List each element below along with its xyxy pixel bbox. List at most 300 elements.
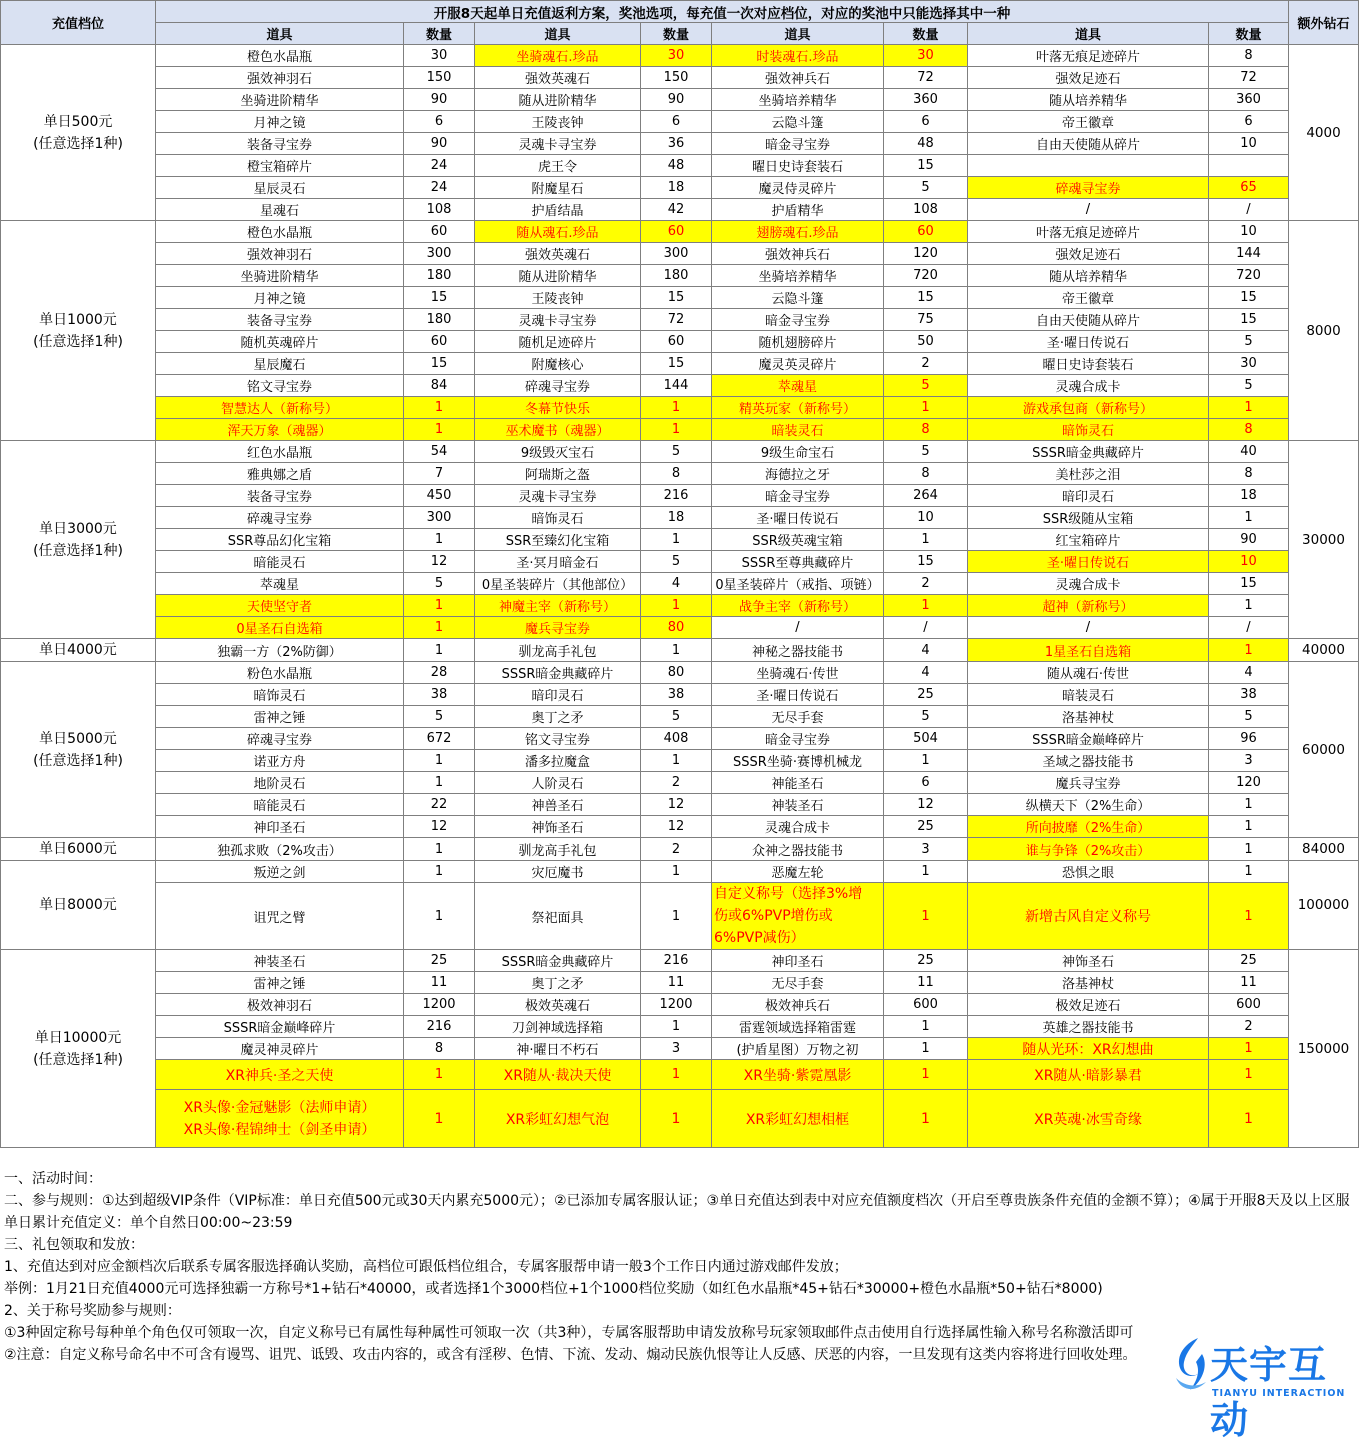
item-name: 美杜莎之泪: [968, 463, 1209, 485]
item-name: 众神之器技能书: [712, 838, 884, 861]
note-line: ②注意：自定义称号命名中不可含有谩骂、诅咒、诋毁、攻击内容的，或含有淫秽、色情、下流、发动、煽动民族仇恨等让人反感、厌恶的内容，一旦发现有这类内容将进行回收处理。: [4, 1347, 1137, 1363]
item-name: 灵魂合成卡: [968, 573, 1209, 595]
item-name: XR英魂·冰雪奇缘: [968, 1090, 1209, 1148]
extra-diamonds: 4000: [1289, 45, 1359, 221]
item-name: 时装魂石.珍品: [712, 45, 884, 67]
item-name: 暗金寻宝券: [712, 309, 884, 331]
item-name: 碎魂寻宝券: [968, 177, 1209, 199]
item-name: SSR至臻幻化宝箱: [475, 529, 641, 551]
item-name: 刀剑神域选择箱: [475, 1016, 641, 1038]
item-quantity: 720: [884, 265, 968, 287]
item-quantity: 4: [884, 662, 968, 684]
item-name: 极效神羽石: [156, 994, 404, 1016]
item-name: 1星圣石自选箱: [968, 639, 1209, 662]
item-name: 极效神兵石: [712, 994, 884, 1016]
note-line: 2、关于称号奖励参与规则：: [4, 1303, 181, 1319]
item-name: 暗饰灵石: [156, 684, 404, 706]
tier-label: 单日8000元: [1, 861, 156, 950]
item-name: 暗印灵石: [968, 485, 1209, 507]
item-name: 暗饰灵石: [475, 507, 641, 529]
item-quantity: 65: [1209, 177, 1289, 199]
item-quantity: 3: [641, 1038, 712, 1060]
item-quantity: /: [1209, 199, 1289, 221]
item-quantity: 15: [1209, 309, 1289, 331]
item-name: 坐骑进阶精华: [156, 265, 404, 287]
item-quantity: 10: [1209, 221, 1289, 243]
item-name: 装备寻宝券: [156, 309, 404, 331]
item-quantity: 18: [641, 507, 712, 529]
item-name: 橙宝箱碎片: [156, 155, 404, 177]
item-name: 自定义称号（选择3%增 伤或6%PVP增伤或 6%PVP减伤）: [712, 883, 884, 950]
item-quantity: 42: [641, 199, 712, 221]
item-quantity: 5: [641, 551, 712, 573]
item-quantity: 11: [404, 972, 475, 994]
tier-label: 单日3000元 (任意选择1种): [1, 441, 156, 639]
note-line: 单日累计充值定义：单个自然日00:00~23:59: [4, 1215, 293, 1231]
header-qty-col: 数量: [641, 23, 712, 45]
item-quantity: 30: [641, 45, 712, 67]
item-name: 雷神之锤: [156, 972, 404, 994]
item-quantity: 1: [404, 617, 475, 639]
item-quantity: 30: [404, 45, 475, 67]
item-name: 巫术魔书（魂器）: [475, 419, 641, 441]
item-name: SSSR暗金巅峰碎片: [156, 1016, 404, 1038]
item-name: 护盾结晶: [475, 199, 641, 221]
item-quantity: 5: [1209, 375, 1289, 397]
item-quantity: 1: [1209, 507, 1289, 529]
item-name: 随从魂石.珍品: [475, 221, 641, 243]
item-name: /: [968, 199, 1209, 221]
item-name: 萃魂星: [712, 375, 884, 397]
item-name: 神秘之器技能书: [712, 639, 884, 662]
item-quantity: 54: [404, 441, 475, 463]
item-name: 神能圣石: [712, 772, 884, 794]
item-quantity: 6: [884, 111, 968, 133]
item-quantity: 120: [884, 243, 968, 265]
item-quantity: 1: [641, 397, 712, 419]
item-quantity: 1: [1209, 397, 1289, 419]
item-name: 神饰圣石: [475, 816, 641, 838]
item-quantity: 2: [884, 353, 968, 375]
item-name: 阿瑞斯之盔: [475, 463, 641, 485]
item-name: 驯龙高手礼包: [475, 639, 641, 662]
item-name: (护盾星图）万物之初: [712, 1038, 884, 1060]
item-quantity: 1: [404, 883, 475, 950]
item-quantity: 5: [1209, 706, 1289, 728]
item-name: 附魔星石: [475, 177, 641, 199]
item-name: 圣·曜日传说石: [712, 684, 884, 706]
extra-diamonds: 84000: [1289, 838, 1359, 861]
item-name: 自由天使随从碎片: [968, 133, 1209, 155]
item-name: 坐骑培养精华: [712, 89, 884, 111]
item-quantity: 72: [1209, 67, 1289, 89]
item-name: 灵魂合成卡: [968, 375, 1209, 397]
note-line: 一、活动时间：: [4, 1171, 102, 1187]
item-name: 星辰魔石: [156, 353, 404, 375]
item-name: 萃魂星: [156, 573, 404, 595]
item-name: 圣·冥月暗金石: [475, 551, 641, 573]
item-name: 橙色水晶瓶: [156, 45, 404, 67]
item-quantity: 1: [1209, 883, 1289, 950]
item-quantity: 22: [404, 794, 475, 816]
item-name: 碎魂寻宝券: [156, 507, 404, 529]
item-quantity: 12: [404, 816, 475, 838]
item-quantity: 90: [404, 133, 475, 155]
item-name: 随从光环：XR幻想曲: [968, 1038, 1209, 1060]
item-quantity: 38: [1209, 684, 1289, 706]
item-name: 极效英魂石: [475, 994, 641, 1016]
item-name: 魔灵神灵碎片: [156, 1038, 404, 1060]
item-quantity: 450: [404, 485, 475, 507]
tier-label: 单日4000元: [1, 639, 156, 662]
item-name: 王陵丧钟: [475, 287, 641, 309]
item-name: 祭祀面具: [475, 883, 641, 950]
item-quantity: 180: [404, 265, 475, 287]
item-name: 无尽手套: [712, 972, 884, 994]
item-quantity: 1: [641, 419, 712, 441]
item-quantity: 2: [641, 772, 712, 794]
item-name: 雷神之锤: [156, 706, 404, 728]
item-name: 英雄之器技能书: [968, 1016, 1209, 1038]
item-quantity: 80: [641, 662, 712, 684]
item-quantity: 1: [404, 1090, 475, 1148]
item-quantity: 1: [1209, 595, 1289, 617]
item-quantity: 90: [404, 89, 475, 111]
item-quantity: 1: [884, 883, 968, 950]
item-quantity: 18: [641, 177, 712, 199]
item-quantity: 11: [641, 972, 712, 994]
item-name: 无尽手套: [712, 706, 884, 728]
item-quantity: 8: [884, 463, 968, 485]
item-quantity: 108: [404, 199, 475, 221]
item-quantity: 408: [641, 728, 712, 750]
item-quantity: 360: [884, 89, 968, 111]
item-quantity: 1: [641, 861, 712, 883]
header-qty-col: 数量: [404, 23, 475, 45]
item-name: 强效英魂石: [475, 67, 641, 89]
item-quantity: 120: [1209, 772, 1289, 794]
item-name: 浑天万象（魂器）: [156, 419, 404, 441]
item-name: 神饰圣石: [968, 950, 1209, 972]
item-name: 超神（新称号）: [968, 595, 1209, 617]
item-quantity: 2: [1209, 1016, 1289, 1038]
item-quantity: 60: [641, 331, 712, 353]
item-name: 游戏承包商（新称号）: [968, 397, 1209, 419]
item-name: 帝王徽章: [968, 287, 1209, 309]
item-quantity: 1: [404, 639, 475, 662]
item-name: 曜日史诗套装石: [968, 353, 1209, 375]
item-quantity: 150: [404, 67, 475, 89]
item-quantity: 504: [884, 728, 968, 750]
item-quantity: 24: [404, 177, 475, 199]
item-name: 灾厄魔书: [475, 861, 641, 883]
item-name: SSSR坐骑·赛博机械龙: [712, 750, 884, 772]
item-quantity: 60: [641, 221, 712, 243]
item-name: 强效足迹石: [968, 243, 1209, 265]
item-name: 月神之镜: [156, 287, 404, 309]
item-quantity: 8: [404, 1038, 475, 1060]
item-quantity: 1200: [404, 994, 475, 1016]
item-name: 强效神兵石: [712, 243, 884, 265]
item-name: 魔灵侍灵碎片: [712, 177, 884, 199]
item-quantity: 40: [1209, 441, 1289, 463]
item-quantity: 1: [884, 750, 968, 772]
item-quantity: 15: [884, 155, 968, 177]
header-item-col: 道具: [156, 23, 404, 45]
item-quantity: 1: [404, 861, 475, 883]
item-name: 神印圣石: [156, 816, 404, 838]
header-qty-col: 数量: [1209, 23, 1289, 45]
item-quantity: 1: [641, 750, 712, 772]
item-name: 圣·曜日传说石: [968, 331, 1209, 353]
item-quantity: 25: [404, 950, 475, 972]
item-quantity: 300: [404, 243, 475, 265]
item-name: 精英玩家（新称号）: [712, 397, 884, 419]
item-quantity: 1: [884, 529, 968, 551]
item-quantity: 15: [884, 551, 968, 573]
item-name: 碎魂寻宝券: [475, 375, 641, 397]
item-quantity: 5: [404, 706, 475, 728]
item-name: 纵横天下（2%生命）: [968, 794, 1209, 816]
item-quantity: 8: [1209, 419, 1289, 441]
item-name: 红宝箱碎片: [968, 529, 1209, 551]
header-qty-col: 数量: [884, 23, 968, 45]
item-name: 随从培养精华: [968, 265, 1209, 287]
item-name: 神兽圣石: [475, 794, 641, 816]
note-line: 三、礼包领取和发放：: [4, 1237, 144, 1253]
item-quantity: 1: [404, 772, 475, 794]
item-name: XR头像·金冠魅影（法师申请） XR头像·程锦绅士（剑圣申请）: [156, 1090, 404, 1148]
item-quantity: 150: [641, 67, 712, 89]
item-quantity: 1: [641, 529, 712, 551]
item-name: 神装圣石: [712, 794, 884, 816]
item-quantity: 11: [1209, 972, 1289, 994]
logo-name: 天宇互动: [1210, 1343, 1328, 1442]
item-name: 洛基神杖: [968, 706, 1209, 728]
item-quantity: 48: [884, 133, 968, 155]
item-name: 潘多拉魔盒: [475, 750, 641, 772]
item-quantity: 5: [884, 375, 968, 397]
item-name: 虎王令: [475, 155, 641, 177]
item-quantity: 1: [641, 1090, 712, 1148]
item-name: 强效神羽石: [156, 243, 404, 265]
item-quantity: 1: [884, 1016, 968, 1038]
item-quantity: 2: [641, 838, 712, 861]
item-name: 坐骑进阶精华: [156, 89, 404, 111]
item-quantity: 1: [404, 1060, 475, 1090]
header-extra-col: 额外钻石: [1289, 1, 1359, 45]
item-name: 曜日史诗套装石: [712, 155, 884, 177]
item-quantity: 90: [1209, 529, 1289, 551]
item-quantity: 12: [641, 816, 712, 838]
item-name: 暗金寻宝券: [712, 485, 884, 507]
item-quantity: 72: [641, 309, 712, 331]
item-quantity: [1209, 155, 1289, 177]
item-quantity: 4: [884, 639, 968, 662]
item-quantity: 25: [1209, 950, 1289, 972]
logo-english: TIANYU INTERACTION: [1212, 1388, 1346, 1399]
item-name: SSSR暗金典藏碎片: [968, 441, 1209, 463]
item-quantity: 25: [884, 950, 968, 972]
item-quantity: 1: [641, 595, 712, 617]
item-quantity: 600: [884, 994, 968, 1016]
item-name: XR神兵·圣之天使: [156, 1060, 404, 1090]
header-item-col: 道具: [968, 23, 1209, 45]
extra-diamonds: 8000: [1289, 221, 1359, 441]
item-quantity: 1: [404, 750, 475, 772]
item-quantity: 6: [641, 111, 712, 133]
item-name: 强效神兵石: [712, 67, 884, 89]
item-quantity: 12: [884, 794, 968, 816]
item-name: 诺亚方舟: [156, 750, 404, 772]
item-name: 强效神羽石: [156, 67, 404, 89]
item-name: 独霸一方（2%防御）: [156, 639, 404, 662]
note-line: 二、参与规则：①达到超级VIP条件（VIP标准：单日充值500元或30天内累充5000元）；②已添加专属客服认证；③单日充值达到表中对应充值额度档次（开启至尊贵族条件充值的金额不算）；④属于开服8天及以上区服: [4, 1193, 1350, 1209]
item-quantity: 75: [884, 309, 968, 331]
item-name: 粉色水晶瓶: [156, 662, 404, 684]
item-quantity: 1: [404, 397, 475, 419]
item-name: 暗印灵石: [475, 684, 641, 706]
extra-diamonds: 40000: [1289, 639, 1359, 662]
logo-swirl-icon: [1168, 1334, 1214, 1394]
extra-diamonds: 150000: [1289, 950, 1359, 1148]
item-name: SSR级随从宝箱: [968, 507, 1209, 529]
item-name: 奥丁之矛: [475, 972, 641, 994]
item-quantity: 2: [884, 573, 968, 595]
item-quantity: 720: [1209, 265, 1289, 287]
item-quantity: 12: [641, 794, 712, 816]
item-quantity: 30: [1209, 353, 1289, 375]
item-quantity: 15: [404, 353, 475, 375]
item-quantity: 216: [641, 485, 712, 507]
item-name: 奥丁之矛: [475, 706, 641, 728]
item-name: 随从进阶精华: [475, 265, 641, 287]
item-quantity: 180: [404, 309, 475, 331]
item-name: 雅典娜之盾: [156, 463, 404, 485]
item-name: 圣域之器技能书: [968, 750, 1209, 772]
item-name: SSSR暗金典藏碎片: [475, 662, 641, 684]
item-name: /: [968, 617, 1209, 639]
item-quantity: 10: [884, 507, 968, 529]
item-quantity: 1: [1209, 816, 1289, 838]
tier-label: 单日500元 (任意选择1种): [1, 45, 156, 221]
item-name: 随从进阶精华: [475, 89, 641, 111]
item-quantity: 6: [1209, 111, 1289, 133]
item-name: 极效足迹石: [968, 994, 1209, 1016]
note-line: 举例：1月21日充值4000元可选择独霸一方称号*1+钻石*40000，或者选择1个3000档位+1个1000档位奖励（如红色水晶瓶*45+钻石*30000+橙色水晶瓶*50+钻石*8000): [4, 1281, 1103, 1297]
item-quantity: 8: [641, 463, 712, 485]
item-quantity: 15: [1209, 573, 1289, 595]
item-quantity: 48: [641, 155, 712, 177]
item-name: 铭文寻宝券: [156, 375, 404, 397]
item-name: 战争主宰（新称号）: [712, 595, 884, 617]
item-name: XR彩虹幻想相框: [712, 1090, 884, 1148]
item-quantity: 216: [641, 950, 712, 972]
item-quantity: 15: [404, 287, 475, 309]
item-name: 0星圣石自选箱: [156, 617, 404, 639]
item-quantity: 264: [884, 485, 968, 507]
item-name: XR彩虹幻想气泡: [475, 1090, 641, 1148]
item-name: 装备寻宝券: [156, 485, 404, 507]
item-name: 暗金寻宝券: [712, 133, 884, 155]
item-name: 暗金寻宝券: [712, 728, 884, 750]
item-name: 翅膀魂石.珍品: [712, 221, 884, 243]
item-quantity: 30: [884, 45, 968, 67]
item-quantity: 1: [641, 883, 712, 950]
item-name: SSR级英魂宝箱: [712, 529, 884, 551]
item-quantity: 15: [641, 287, 712, 309]
item-quantity: 5: [404, 573, 475, 595]
item-name: 0星圣装碎片（其他部位）: [475, 573, 641, 595]
header-item-col: 道具: [475, 23, 641, 45]
item-quantity: 18: [1209, 485, 1289, 507]
item-quantity: 600: [1209, 994, 1289, 1016]
item-name: XR随从·暗影暴君: [968, 1060, 1209, 1090]
item-quantity: /: [884, 617, 968, 639]
item-quantity: 108: [884, 199, 968, 221]
item-name: 橙色水晶瓶: [156, 221, 404, 243]
tier-label: 单日6000元: [1, 838, 156, 861]
item-quantity: 4: [1209, 662, 1289, 684]
item-name: 坐骑魂石.珍品: [475, 45, 641, 67]
item-quantity: 1: [1209, 861, 1289, 883]
tier-label: 单日5000元 (任意选择1种): [1, 662, 156, 838]
item-name: 魔兵寻宝券: [475, 617, 641, 639]
item-name: 灵魂卡寻宝券: [475, 485, 641, 507]
item-quantity: 6: [404, 111, 475, 133]
item-name: 王陵丧钟: [475, 111, 641, 133]
item-quantity: 144: [641, 375, 712, 397]
item-quantity: 1: [884, 397, 968, 419]
item-name: 9级生命宝石: [712, 441, 884, 463]
item-quantity: 1: [404, 529, 475, 551]
item-name: 神魔主宰（新称号）: [475, 595, 641, 617]
item-quantity: 8: [1209, 45, 1289, 67]
item-name: 神装圣石: [156, 950, 404, 972]
item-name: 灵魂卡寻宝券: [475, 309, 641, 331]
item-name: SSSR暗金典藏碎片: [475, 950, 641, 972]
note-line: 1、充值达到对应金额档次后联系专属客服选择确认奖励，高档位可跟低档位组合，专属客服帮申请一般3个工作日内通过游戏邮件发放；: [4, 1259, 848, 1275]
item-name: 叶落无痕足迹碎片: [968, 45, 1209, 67]
tianyu-logo: [1168, 1334, 1354, 1442]
item-name: 魔兵寻宝券: [968, 772, 1209, 794]
item-quantity: 15: [884, 287, 968, 309]
item-name: 暗能灵石: [156, 794, 404, 816]
item-quantity: 1: [884, 1090, 968, 1148]
item-name: 随从培养精华: [968, 89, 1209, 111]
item-name: 强效足迹石: [968, 67, 1209, 89]
item-name: 随机足迹碎片: [475, 331, 641, 353]
item-quantity: 3: [1209, 750, 1289, 772]
extra-diamonds: 60000: [1289, 662, 1359, 838]
item-name: 0星圣装碎片（戒指、项链）: [712, 573, 884, 595]
item-name: 云隐斗篷: [712, 287, 884, 309]
item-quantity: 216: [404, 1016, 475, 1038]
item-quantity: 5: [884, 441, 968, 463]
item-name: 铭文寻宝券: [475, 728, 641, 750]
item-name: 所向披靡（2%生命）: [968, 816, 1209, 838]
item-quantity: 60: [404, 221, 475, 243]
item-quantity: 1: [884, 1038, 968, 1060]
item-name: 天使坚守者: [156, 595, 404, 617]
item-quantity: 5: [884, 177, 968, 199]
tier-label: 单日10000元 (任意选择1种): [1, 950, 156, 1148]
item-name: 红色水晶瓶: [156, 441, 404, 463]
item-quantity: 144: [1209, 243, 1289, 265]
item-name: 人阶灵石: [475, 772, 641, 794]
item-name: 护盾精华: [712, 199, 884, 221]
item-name: 灵魂合成卡: [712, 816, 884, 838]
